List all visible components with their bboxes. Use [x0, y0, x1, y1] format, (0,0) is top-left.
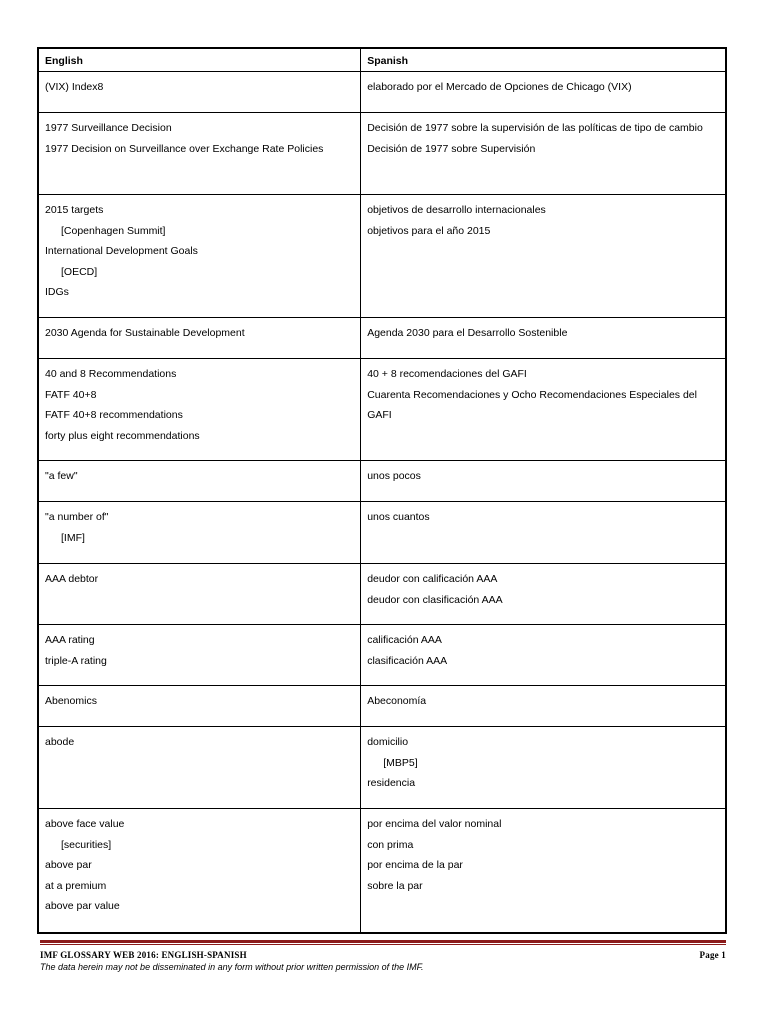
- table-row: [38, 686, 726, 727]
- table-row: [38, 564, 726, 625]
- english-term-cell: [38, 72, 361, 113]
- english-term: "a number of": [45, 511, 109, 523]
- spanish-term: Abeconomía: [367, 695, 427, 707]
- spanish-term-cell: [361, 195, 726, 318]
- column-header-english: English: [38, 48, 361, 72]
- english-term: IDGs: [45, 286, 69, 298]
- english-term: abode: [45, 736, 75, 748]
- spanish-term: Cuarenta Recomendaciones y Ocho Recomendaciones Especiales del GAFI: [367, 388, 697, 421]
- table-row: [38, 727, 726, 809]
- english-term-cell: [38, 318, 361, 359]
- footer-title: IMF GLOSSARY WEB 2016: ENGLISH-SPANISH: [40, 950, 247, 960]
- english-term-context: [securities]: [61, 838, 112, 851]
- english-term: triple-A rating: [45, 654, 107, 667]
- spanish-term: por encima de la par: [367, 859, 463, 871]
- footer-rule: [40, 940, 726, 943]
- spanish-term-cell: [361, 359, 726, 461]
- spanish-term: unos cuantos: [367, 511, 430, 523]
- table-row: [38, 359, 726, 461]
- english-term-cell: [38, 359, 361, 461]
- english-term-cell: [38, 502, 361, 564]
- english-term-cell: [38, 625, 361, 686]
- english-term: at a premium: [45, 879, 107, 892]
- copyright-notice: The data herein may not be disseminated in any form without prior written permission of the IMF.: [40, 962, 424, 972]
- spanish-term: residencia: [367, 777, 416, 789]
- english-term: International Development Goals: [45, 245, 198, 257]
- spanish-term: clasificación AAA: [367, 654, 448, 667]
- spanish-term: objetivos de desarrollo internacionales: [367, 204, 546, 216]
- english-term: Abenomics: [45, 695, 97, 707]
- english-term: above face value: [45, 818, 125, 830]
- english-term-context: [OECD]: [61, 265, 98, 278]
- spanish-term-context: [MBP5]: [383, 756, 418, 769]
- spanish-term: calificación AAA: [367, 634, 442, 646]
- footer-rule: [40, 944, 726, 945]
- table-row: [38, 318, 726, 359]
- english-term: 40 and 8 Recommendations: [45, 368, 177, 380]
- spanish-term-cell: [361, 113, 726, 195]
- english-term-cell: [38, 809, 361, 933]
- english-term: 1977 Decision on Surveillance over Exchange Rate Policies: [45, 142, 324, 155]
- spanish-term-cell: [361, 502, 726, 564]
- spanish-term: 40 + 8 recomendaciones del GAFI: [367, 368, 527, 380]
- english-term: (VIX) Index8: [45, 81, 104, 93]
- table-row: [38, 502, 726, 564]
- page-number: Page 1: [699, 950, 726, 960]
- english-term-cell: [38, 461, 361, 502]
- glossary-table: [37, 47, 727, 934]
- english-term-cell: [38, 727, 361, 809]
- table-header-row: [38, 48, 726, 72]
- spanish-term: objetivos para el año 2015: [367, 224, 491, 237]
- english-term-context: [Copenhagen Summit]: [61, 224, 166, 237]
- english-term: 2030 Agenda for Sustainable Development: [45, 327, 245, 339]
- spanish-term: por encima del valor nominal: [367, 818, 502, 830]
- spanish-term: Decisión de 1977 sobre Supervisión: [367, 142, 536, 155]
- table-row: [38, 195, 726, 318]
- spanish-term-cell: [361, 625, 726, 686]
- table-row: [38, 625, 726, 686]
- spanish-term-cell: [361, 564, 726, 625]
- spanish-term-cell: [361, 461, 726, 502]
- english-term: FATF 40+8 recommendations: [45, 409, 183, 421]
- spanish-term: domicilio: [367, 736, 409, 748]
- english-term: AAA rating: [45, 634, 95, 646]
- spanish-term-cell: [361, 686, 726, 727]
- spanish-term-cell: [361, 727, 726, 809]
- column-header-spanish: Spanish: [361, 48, 726, 72]
- english-term: 1977 Surveillance Decision: [45, 122, 172, 134]
- english-term-cell: [38, 564, 361, 625]
- english-term: AAA debtor: [45, 573, 99, 585]
- english-term: "a few": [45, 470, 78, 482]
- english-term: above par: [45, 859, 92, 871]
- table-row: [38, 461, 726, 502]
- spanish-term: deudor con calificación AAA: [367, 573, 498, 585]
- table-row: [38, 72, 726, 113]
- spanish-term-cell: [361, 72, 726, 113]
- english-term: above par value: [45, 900, 120, 912]
- spanish-term: deudor con clasificación AAA: [367, 593, 503, 606]
- spanish-term: elaborado por el Mercado de Opciones de Chicago (VIX): [367, 81, 632, 93]
- table-row: [38, 113, 726, 195]
- spanish-term: Agenda 2030 para el Desarrollo Sostenible: [367, 327, 568, 339]
- english-term-cell: [38, 195, 361, 318]
- spanish-term: con prima: [367, 838, 414, 851]
- english-term: 2015 targets: [45, 204, 104, 216]
- spanish-term: sobre la par: [367, 879, 423, 892]
- english-term-cell: [38, 113, 361, 195]
- spanish-term-cell: [361, 318, 726, 359]
- english-term-cell: [38, 686, 361, 727]
- english-term: forty plus eight recommendations: [45, 429, 200, 442]
- spanish-term: Decisión de 1977 sobre la supervisión de las políticas de tipo de cambio: [367, 122, 703, 134]
- spanish-term: unos pocos: [367, 470, 421, 482]
- page-footer: [40, 940, 726, 972]
- english-term-context: [IMF]: [61, 531, 85, 544]
- footer-row: [40, 950, 726, 960]
- spanish-term-cell: [361, 809, 726, 933]
- english-term: FATF 40+8: [45, 388, 97, 401]
- table-row: [38, 809, 726, 933]
